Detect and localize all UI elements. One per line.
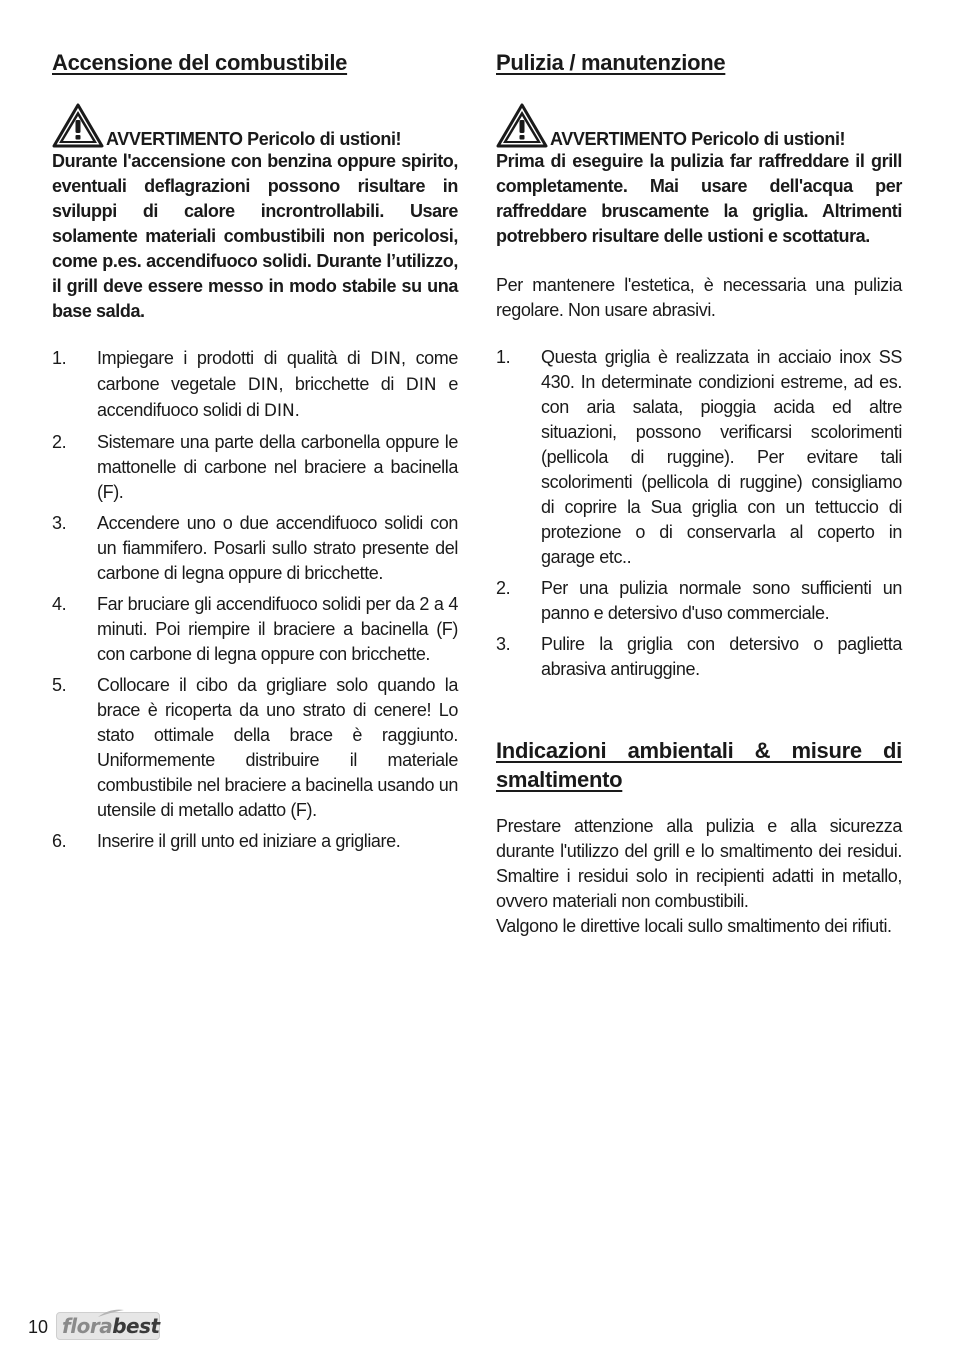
intro-paragraph: Per mantenere l'estetica, è necessaria una pulizia regolare. Non usare abrasivi. xyxy=(496,275,902,320)
warning-title-left: AVVERTIMENTO Pericolo di ustioni! xyxy=(106,129,402,149)
list-item: 3. Pulire la griglia con detersivo o paglietta abrasiva antiruggine. xyxy=(496,634,902,679)
list-item: 5. Collocare il cibo da grigliare solo quando la brace è ricoperta da uno strato di cenere! Lo stato ottimale della brace è raggiunto. Uniformemente distribuire il materiale combustibile nel braciere a bacinella usando un utensile di metallo adatto (F). xyxy=(52,675,458,820)
warning-text-right: Prima di eseguire la pulizia far raffreddare il grill completamente. Mai usare dell'acqua per raffreddare bruscamente la griglia. Altrimenti potrebbero risultare delle ustioni e scottatura. xyxy=(496,151,902,246)
list-item: 2. Sistemare una parte della carbonella oppure le mattonelle di carbone nel braciere a bacinella (F). xyxy=(52,432,458,502)
environment-section xyxy=(496,736,902,939)
list-item: 4. Far bruciare gli accendifuoco solidi per da 2 a 4 minuti. Poi riempire il braciere a bacinella (F) con carbone di legna oppure con bricchette. xyxy=(52,594,458,664)
heading-accensione: Accensione del combustibile xyxy=(52,50,348,75)
warning-block-left xyxy=(52,103,458,324)
steps-list-left xyxy=(52,346,458,854)
env-paragraph-2: Valgono le direttive locali sullo smaltimento dei rifiuti. xyxy=(496,916,892,936)
warning-triangle-icon xyxy=(496,103,548,149)
list-item: 2. Per una pulizia normale sono sufficienti un panno e detersivo d'uso commerciale. xyxy=(496,578,902,623)
heading-ambientali: Indicazioni ambientali & misure di smaltimento xyxy=(496,738,902,792)
right-column xyxy=(496,48,902,939)
warning-block-right xyxy=(496,103,902,249)
list-item: 1. Impiegare i prodotti di qualità di DIN, come carbone vegetale DIN, bricchette di DIN e accendifuoco solidi di DIN. xyxy=(52,348,458,421)
list-item: 3. Accendere uno o due accendifuoco solidi con un fiammifero. Posarli sullo strato presente del carbone di legna oppure di bricchette. xyxy=(52,513,458,583)
warning-title-right: AVVERTIMENTO Pericolo di ustioni! xyxy=(550,129,846,149)
warning-text-left: Durante l'accensione con benzina oppure spirito, eventuali deflagrazioni possono risultare in sviluppi di calore incrontrollabili. Usare solamente materiali combustibili non pericolosi, come p.es. accendifuoco solidi. Durante l’utilizzo, il grill deve essere messo in modo stabile su una base salda. xyxy=(52,151,458,321)
page-footer xyxy=(28,1308,160,1340)
florabest-logo: florabest xyxy=(56,1308,160,1340)
list-item: 6. Inserire il grill unto ed iniziare a grigliare. xyxy=(52,831,401,851)
list-item: 1. Questa griglia è realizzata in acciaio inox SS 430. In determinate condizioni estreme, ad es. con aria salata, pioggia acida ed altre situazioni, possono verificarsi scolorimenti (pellicola di ruggine). Per evitare tali scolorimenti (pellicola di ruggine) consigliamo di coprire la Sua griglia con un tettuccio di protezione o di conservarla al coperto in garage etc.. xyxy=(496,347,902,567)
steps-list-right xyxy=(496,345,902,682)
warning-triangle-icon xyxy=(52,103,104,149)
page-number: 10 xyxy=(28,1316,49,1337)
env-paragraph-1: Prestare attenzione alla pulizia e alla sicurezza durante l'utilizzo del grill e lo smaltimento dei residui. Smaltire i residui solo in recipienti adatti in metallo, ovvero materiali non combustibili. xyxy=(496,816,902,911)
heading-pulizia: Pulizia / manutenzione xyxy=(496,50,726,75)
left-column xyxy=(52,48,458,860)
